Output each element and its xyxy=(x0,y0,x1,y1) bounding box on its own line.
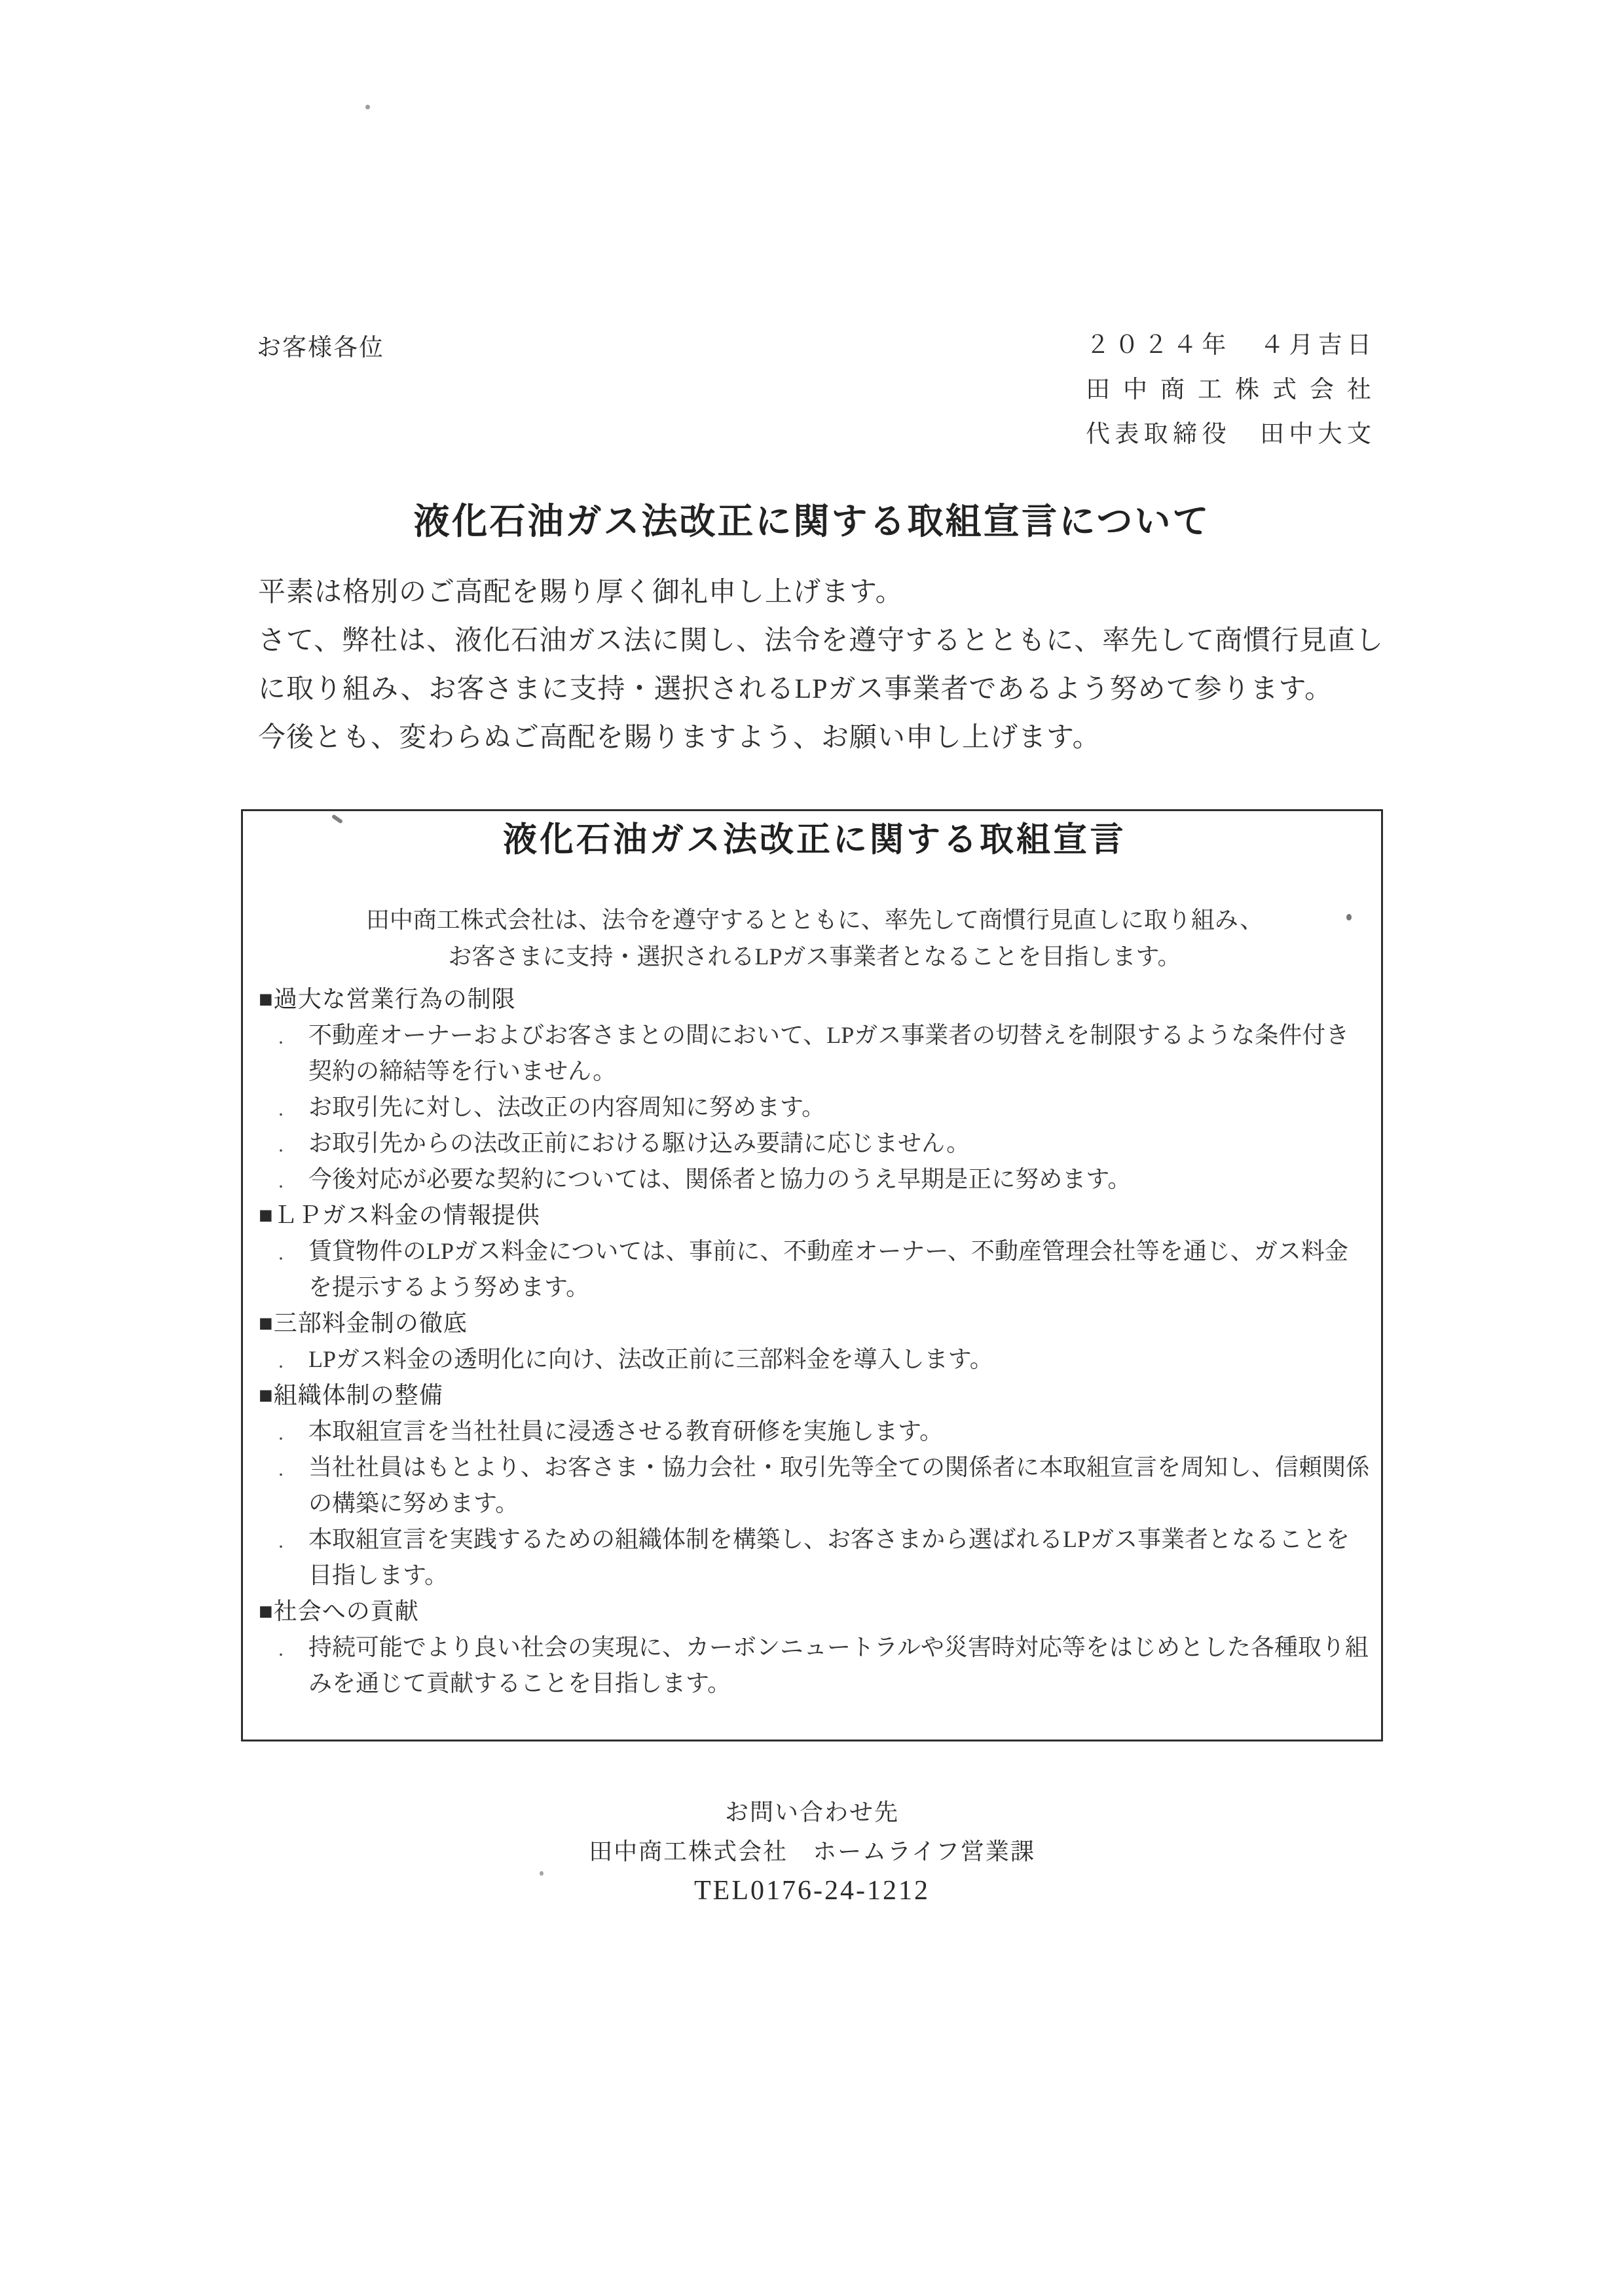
contact-company: 田中商工株式会社 ホームライフ営業課 xyxy=(589,1838,1035,1865)
bullet-text: 不動産オーナーおよびお客さまとの間において、LPガス事業者の切替えを制限するような条件付き契約の締結等を行いません。 xyxy=(308,1022,1350,1084)
bullet-marker: ・ xyxy=(274,1180,287,1195)
bullet-marker: ・ xyxy=(274,1036,287,1051)
greeting-line: 今後とも、変わらぬご高配を賜りますよう、お願い申し上げます。 xyxy=(258,723,1101,753)
declaration-body xyxy=(259,981,1371,1702)
section-heading: ■組織体制の整備 xyxy=(259,1382,443,1408)
bullet-marker: ・ xyxy=(274,1649,287,1663)
section-heading: ■社会への貢献 xyxy=(259,1598,419,1624)
declaration-intro-line: お客さまに支持・選択されるLPガス事業者となることを目指します。 xyxy=(448,943,1181,970)
bullet-item xyxy=(259,1125,1371,1161)
greeting-line: 平素は格別のご高配を賜り厚く御礼申し上げます。 xyxy=(258,577,904,608)
sender-company-line: 田中商工株式会社 xyxy=(1086,376,1371,403)
bullet-item xyxy=(259,1017,1371,1089)
bullet-item xyxy=(259,1341,1371,1377)
representative-line: 代表取締役 田中大文 xyxy=(1086,421,1371,448)
bullet-text: 本取組宣言を実践するための組織体制を構築し、お客さまから選ばれるLPガス事業者となることを目指します。 xyxy=(308,1526,1350,1588)
sender-block xyxy=(1086,323,1371,457)
greeting-paragraph xyxy=(258,568,1386,762)
bullet-marker: ・ xyxy=(274,1252,287,1267)
bullet-text: 持続可能でより良い社会の実現に、カーボンニュートラルや災害時対応等をはじめとした各種取り組みを通じて貢献することを目指します。 xyxy=(308,1634,1369,1696)
greeting-line: さて、弊社は、液化石油ガス法に関し、法令を遵守するとともに、率先して商慣行見直し xyxy=(258,626,1384,656)
bullet-marker: ・ xyxy=(274,1432,287,1447)
contact-heading: お問い合わせ先 xyxy=(724,1799,899,1825)
bullet-text: 賃貸物件のLPガス料金については、事前に、不動産オーナー、不動産管理会社等を通じ、ガス料金を提示するよう努めます。 xyxy=(308,1238,1348,1300)
bullet-item xyxy=(259,1522,1371,1594)
declaration-box xyxy=(241,809,1383,1741)
bullet-text: LPガス料金の透明化に向け、法改正前に三部料金を導入します。 xyxy=(308,1346,993,1372)
bullet-marker: ・ xyxy=(274,1540,287,1555)
bullet-text: お取引先に対し、法改正の内容周知に努めます。 xyxy=(308,1094,826,1120)
scan-speck xyxy=(1346,914,1352,920)
declaration-title: 液化石油ガス法改正に関する取組宣言 xyxy=(502,822,1126,859)
declaration-intro-line: 田中商工株式会社は、法令を遵守するとともに、率先して商慣行見直しに取り組み、 xyxy=(365,907,1264,933)
scan-speck xyxy=(540,1871,544,1876)
greeting-line: に取り組み、お客さまに支持・選択されるLPガス事業者であるよう努めて参ります。 xyxy=(258,674,1333,704)
bullet-item xyxy=(259,1161,1371,1197)
bullet-marker: ・ xyxy=(274,1468,287,1483)
bullet-marker: ・ xyxy=(274,1360,287,1375)
document-title: 液化石油ガス法改正に関する取組宣言について xyxy=(413,501,1211,541)
date-line: ２０２４年 ４月吉日 xyxy=(1086,332,1371,359)
bullet-item xyxy=(259,1089,1371,1125)
section-heading: ■過大な営業行為の制限 xyxy=(259,986,516,1012)
bullet-text: 今後対応が必要な契約については、関係者と協力のうえ早期是正に努めます。 xyxy=(308,1166,1132,1192)
scan-speck xyxy=(365,105,370,109)
bullet-item xyxy=(259,1630,1371,1702)
declaration-intro xyxy=(259,902,1371,975)
bullet-marker: ・ xyxy=(274,1144,287,1159)
section-heading: ■三部料金制の徹底 xyxy=(259,1310,468,1336)
bullet-text: お取引先からの法改正前における駆け込み要請に応じません。 xyxy=(308,1130,970,1156)
section-heading: ■ＬＰガス料金の情報提供 xyxy=(259,1202,540,1228)
recipient-line: お客様各位 xyxy=(257,335,384,361)
contact-block xyxy=(0,1793,1624,1910)
bullet-marker: ・ xyxy=(274,1108,287,1123)
bullet-item xyxy=(259,1413,1371,1449)
bullet-item xyxy=(259,1233,1371,1305)
bullet-text: 本取組宣言を当社社員に浸透させる教育研修を実施します。 xyxy=(308,1418,944,1444)
bullet-item xyxy=(259,1449,1371,1522)
contact-tel: TEL0176-24-1212 xyxy=(694,1876,930,1906)
bullet-text: 当社社員はもとより、お客さま・協力会社・取引先等全ての関係者に本取組宣言を周知し、信頼関係の構築に努めます。 xyxy=(308,1454,1370,1516)
